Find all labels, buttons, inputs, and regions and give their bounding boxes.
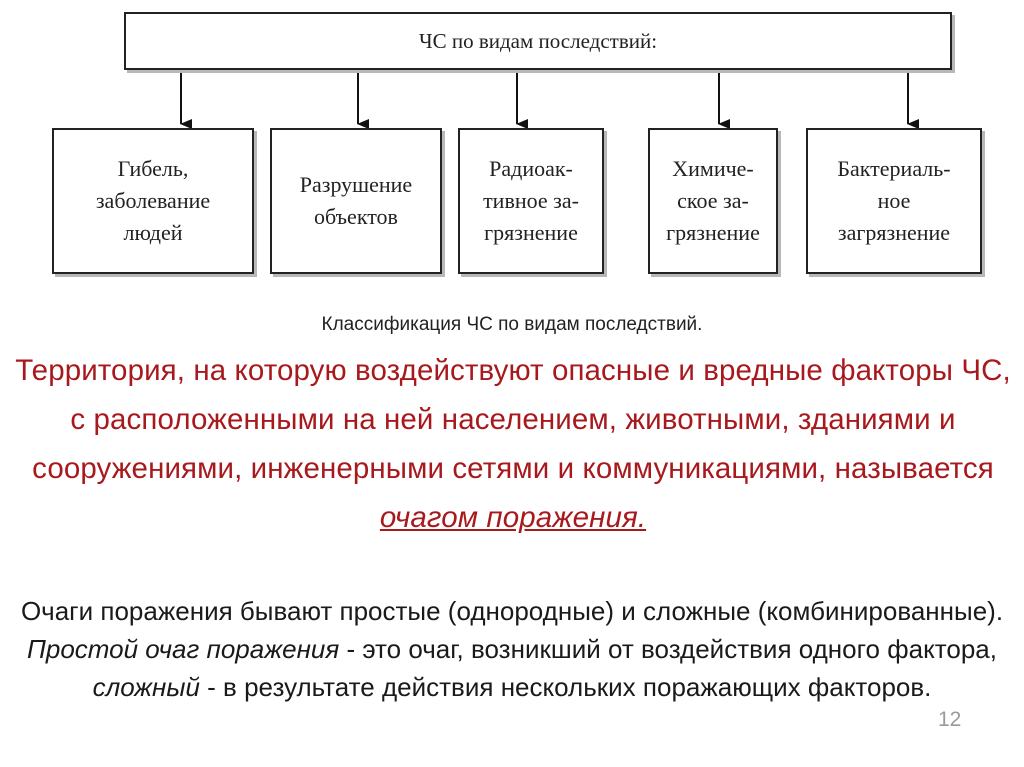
definition-paragraph xyxy=(8,346,1018,542)
category-box-chemical xyxy=(648,128,778,274)
definition-text: Территория, на которую воздействуют опасные и вредные факторы ЧС, с расположенными на ней населением, животными, зданиями и сооружениями, инженерными сетями и коммуникациями, называется xyxy=(15,354,1011,485)
definition-term: очагом поражения. xyxy=(379,501,647,534)
category-label: Гибель, заболевание людей xyxy=(95,156,211,245)
complex-focus-term: сложный xyxy=(92,672,200,702)
category-box-radioactive xyxy=(458,128,604,274)
category-label: Химиче- ское за- грязнение xyxy=(666,156,760,245)
diagram-root-label: ЧС по видам последствий: xyxy=(418,28,658,53)
category-box-casualties xyxy=(52,128,254,274)
complex-focus-text: - в результате действия нескольких поражающих факторов. xyxy=(207,672,932,702)
category-label: Бактериаль- ное загрязнение xyxy=(837,156,951,245)
simple-focus-text: - это очаг, возникший от воздействия одного фактора, xyxy=(346,634,997,664)
types-paragraph xyxy=(20,592,1004,706)
page-number: 12 xyxy=(938,708,962,731)
diagram-root-box xyxy=(124,12,952,70)
category-label: Радиоак- тивное за- грязнение xyxy=(483,156,579,245)
diagram-caption: Классификация ЧС по видам последствий. xyxy=(321,314,703,335)
simple-focus-term: Простой очаг поражения xyxy=(27,634,340,664)
types-intro: Очаги поражения бывают простые (однородные) и сложные (комбинированные). xyxy=(20,596,1004,626)
category-box-bacterial xyxy=(806,128,982,274)
classification-diagram xyxy=(0,0,1024,290)
category-label: Разрушение объектов xyxy=(299,172,413,229)
category-box-destruction xyxy=(270,128,442,274)
